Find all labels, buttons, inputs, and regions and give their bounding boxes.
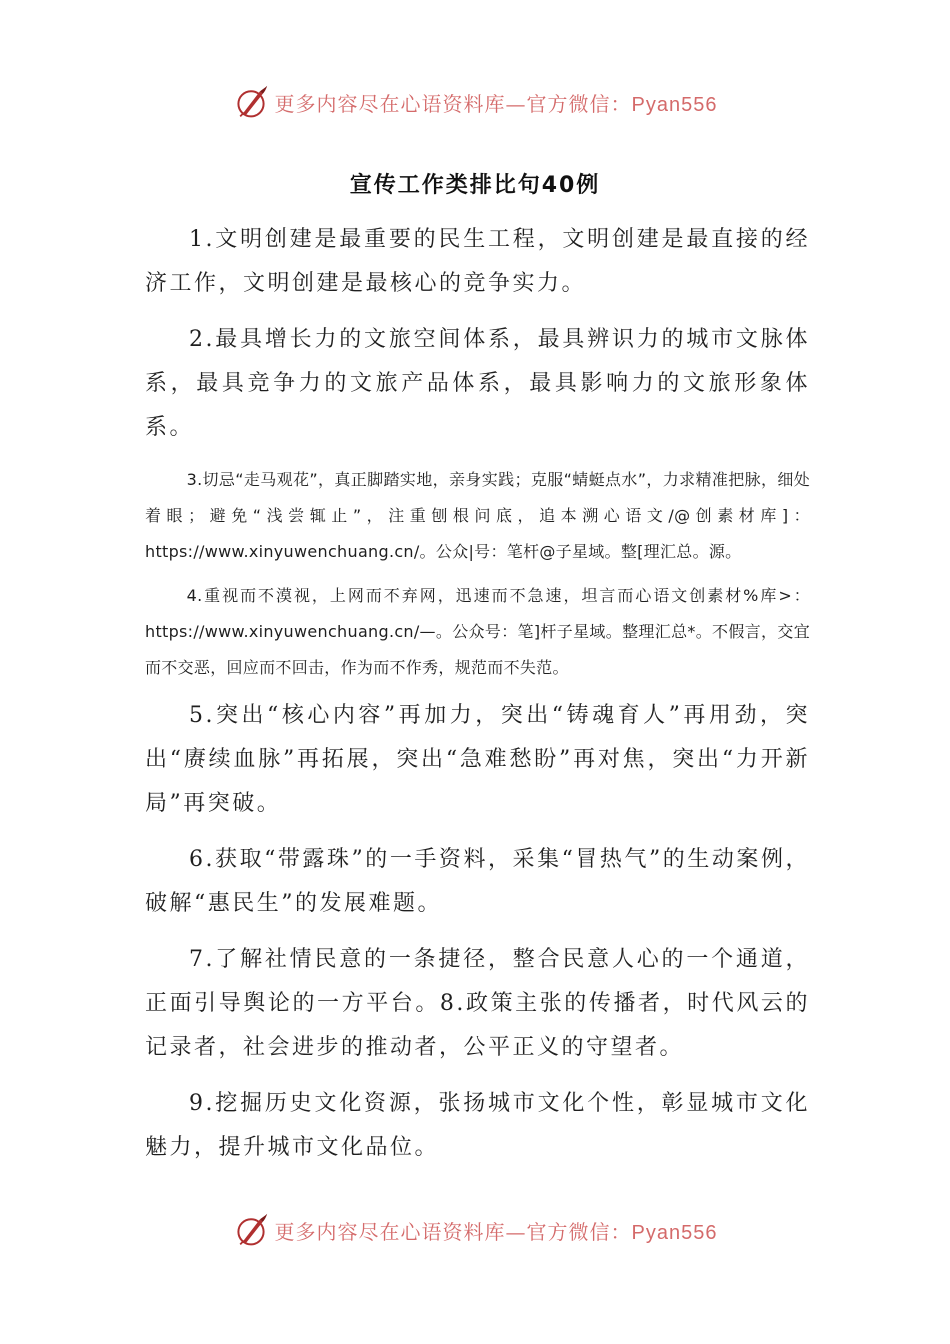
paragraph-1: 1.文明创建是最重要的民生工程，文明创建是最直接的经济工作，文明创建是最核心的竞争实力。 bbox=[145, 227, 810, 296]
footer-banner bbox=[0, 1208, 950, 1252]
paragraph-9: 9.挖掘历史文化资源，张扬城市文化个性，彰显城市文化魅力，提升城市文化品位。 bbox=[145, 1091, 810, 1160]
paragraph-4: 4.重视而不漠视，上网而不弃网，迅速而不急速，坦言而心语文创素材%库>：https://www.xinyuwenchuang.cn/—。公众号：笔]杆子星域。整理汇总*。不假言，交宜而不交恶，回应而不回击，作为而不作秀，规范而不失范。 bbox=[145, 586, 810, 677]
header-banner bbox=[0, 80, 950, 124]
footer-banner-text bbox=[275, 1216, 718, 1245]
quill-pen-logo-icon bbox=[233, 1212, 269, 1248]
header-banner-text bbox=[275, 88, 718, 117]
footer-banner-wechat: Pyan556 bbox=[631, 1221, 718, 1244]
document-title: 宣传工作类排比句40例 bbox=[349, 173, 601, 198]
header-banner-label: 更多内容尽在心语资料库—官方微信： bbox=[274, 91, 632, 116]
paragraph-7: 7.了解社情民意的一条捷径，整合民意人心的一个通道，正面引导舆论的一方平台。8.政策主张的传播者，时代风云的记录者，社会进步的推动者，公平正义的守望者。 bbox=[145, 947, 810, 1060]
document-body bbox=[145, 218, 810, 1182]
paragraph-3: 3.切忌“走马观花”，真正脚踏实地，亲身实践；克服“蜻蜓点水”，力求精准把脉，细处着眼；避免“浅尝辄止”，注重刨根问底，追本溯心语文/@创素材库]：https://www.xinyuwenchuang.cn/。公众|号：笔杆@子星域。整[理汇总。源。 bbox=[145, 470, 810, 561]
paragraph-2: 2.最具增长力的文旅空间体系，最具辨识力的城市文脉体系，最具竞争力的文旅产品体系，最具影响力的文旅形象体系。 bbox=[145, 327, 810, 440]
footer-banner-label: 更多内容尽在心语资料库—官方微信： bbox=[274, 1219, 632, 1244]
paragraph-5: 5.突出“核心内容”再加力，突出“铸魂育人”再用劲，突出“赓续血脉”再拓展，突出“急难愁盼”再对焦，突出“力开新局”再突破。 bbox=[145, 703, 810, 816]
paragraph-6: 6.获取“带露珠”的一手资料，采集“冒热气”的生动案例，破解“惠民生”的发展难题。 bbox=[145, 847, 810, 916]
quill-pen-logo-icon bbox=[233, 84, 269, 120]
header-banner-wechat: Pyan556 bbox=[631, 93, 718, 116]
